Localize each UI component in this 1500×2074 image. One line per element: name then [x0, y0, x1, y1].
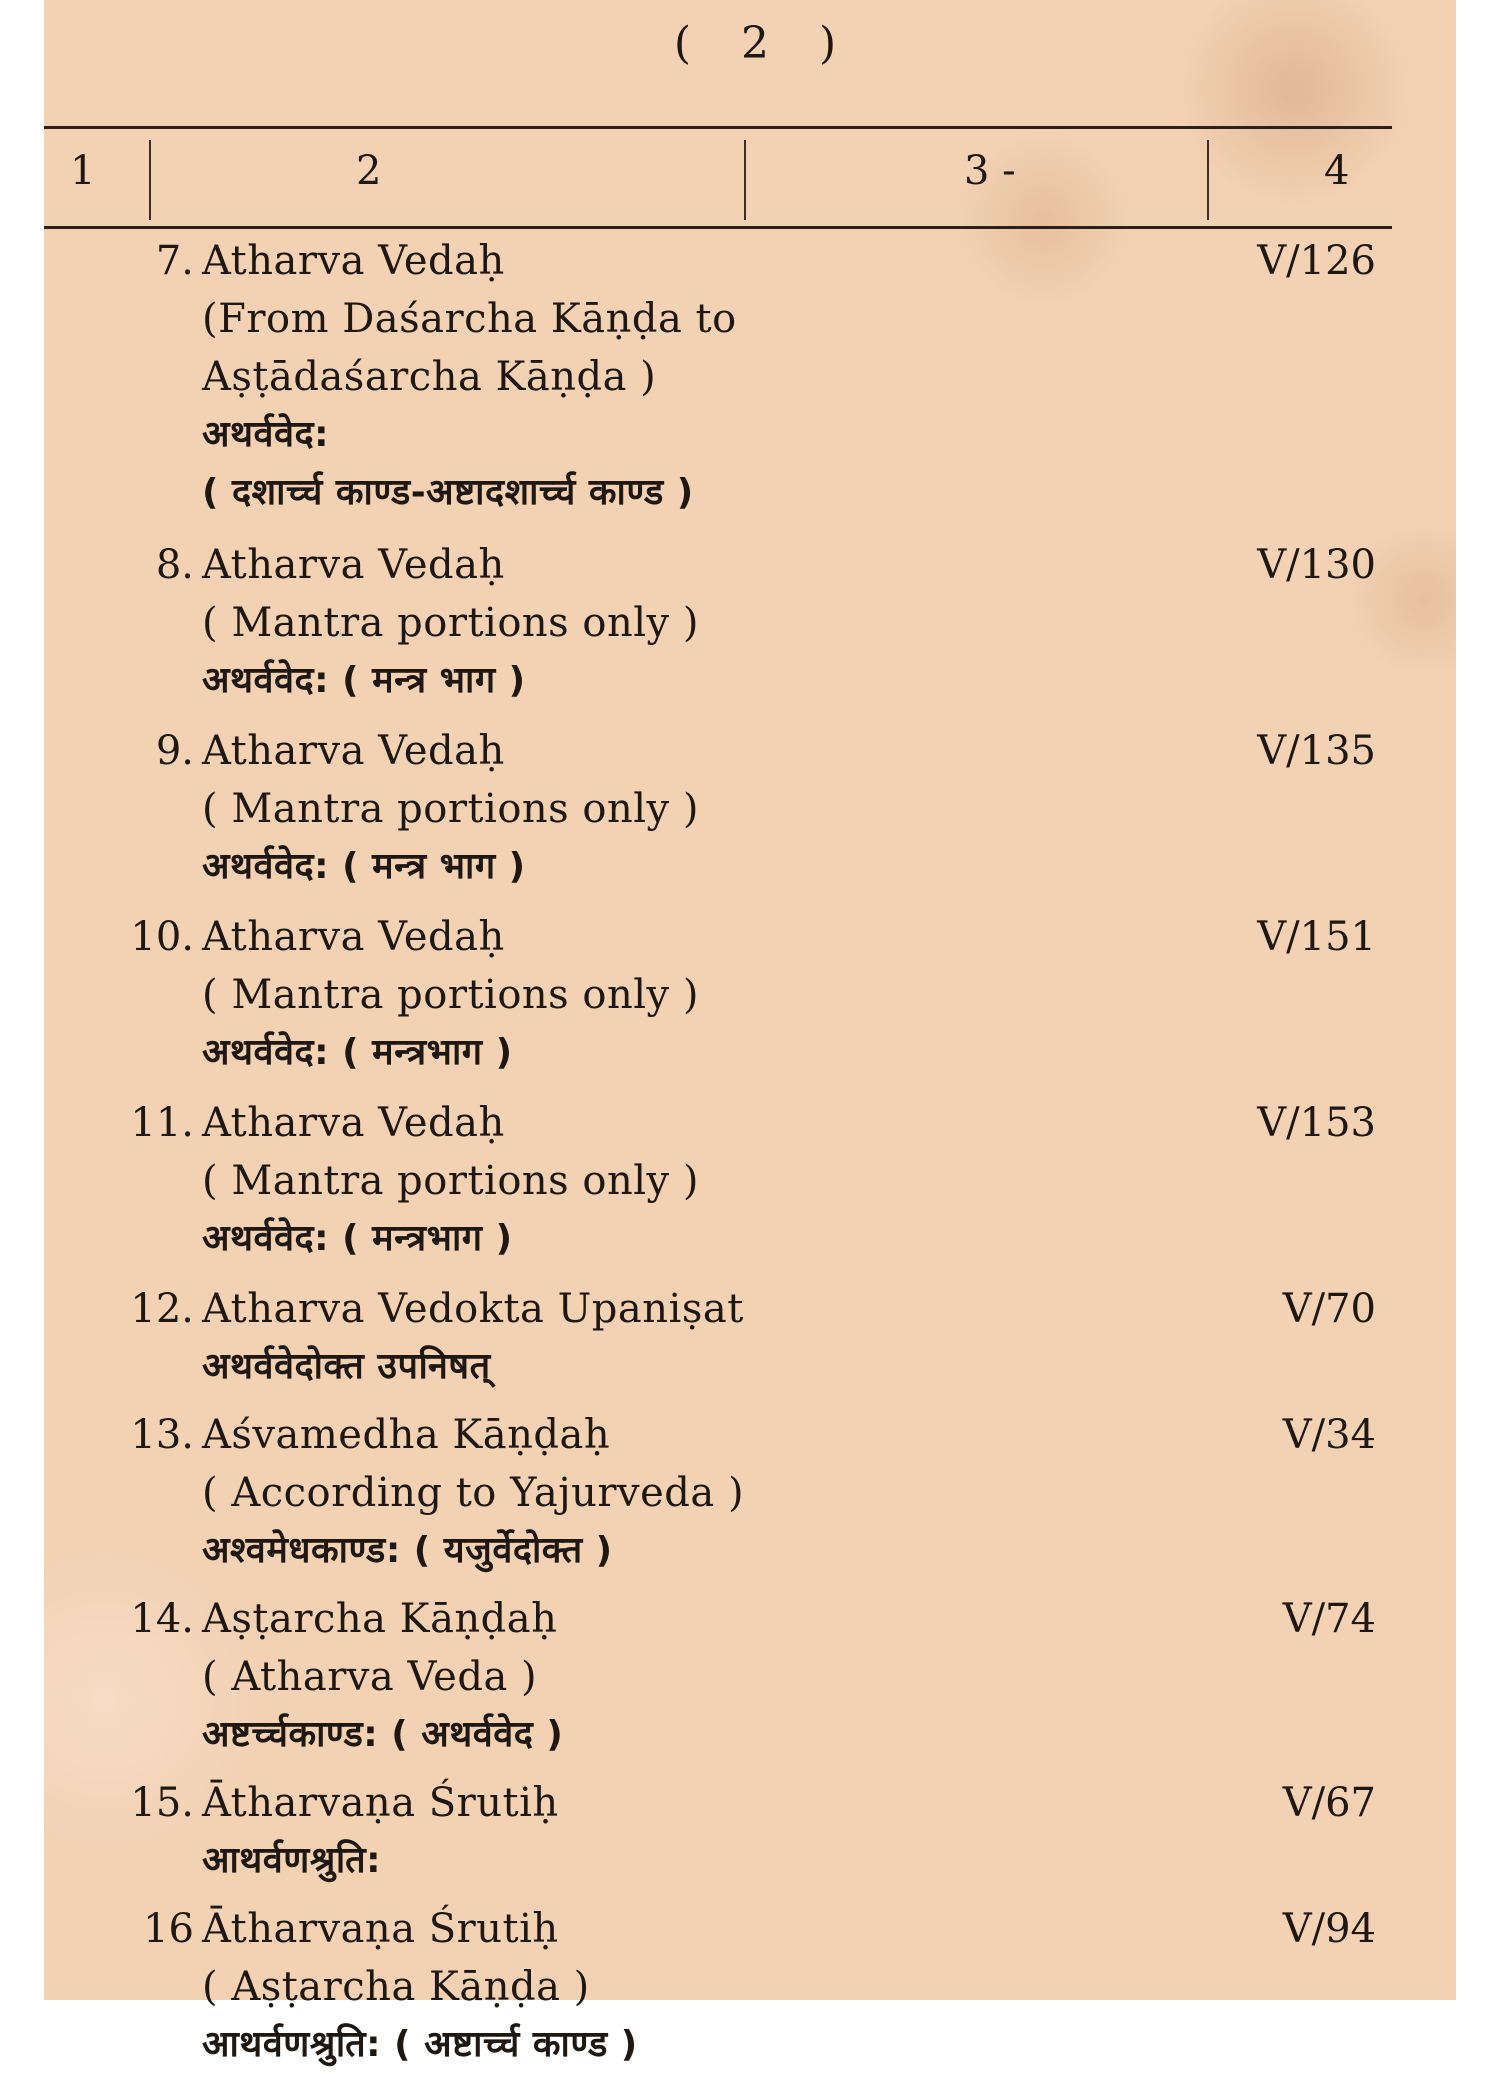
catalogue-number: V/70: [1282, 1286, 1376, 1332]
entry-line-devanagari: अथर्ववेद: ( मन्त्रभाग ): [202, 1032, 513, 1073]
catalogue-number: V/151: [1257, 914, 1376, 960]
entry-title: [202, 1900, 902, 2074]
catalogue-number: V/135: [1257, 728, 1376, 774]
document-page: [44, 0, 1456, 2065]
entry-title: [202, 1280, 902, 1396]
table-top-rule: [44, 126, 1392, 129]
catalogue-number: V/67: [1282, 1780, 1376, 1826]
entry-title: [202, 536, 902, 710]
manuscript-entry: [44, 722, 1456, 896]
entry-line: Aṣṭādaśarcha Kāṇḍa ): [202, 354, 657, 400]
entry-line: ( Mantra portions only ): [202, 1158, 699, 1204]
column-separator: [1207, 140, 1209, 220]
manuscript-entry: [44, 232, 1456, 522]
entry-line: ( Mantra portions only ): [202, 786, 699, 832]
entry-number: 8.: [155, 542, 194, 588]
entry-line: Ātharvaṇa Śrutiḥ: [202, 1780, 559, 1826]
entry-line-devanagari: अथर्ववेद: ( मन्त्रभाग ): [202, 1218, 513, 1259]
entry-title: [202, 1094, 902, 1268]
entry-line: Atharva Vedaḥ: [202, 1100, 505, 1146]
entry-line-devanagari: अथर्ववेद: ( मन्त्र भाग ): [202, 846, 526, 887]
entry-line-devanagari: अश्वमेधकाण्ड: ( यजुर्वेदोक्त ): [202, 1530, 613, 1571]
catalogue-number: V/153: [1257, 1100, 1376, 1146]
entry-line-devanagari: अथर्ववेदोक्त उपनिषत्: [202, 1346, 491, 1387]
entry-number: 11.: [130, 1100, 194, 1146]
manuscript-entry: [44, 1900, 1456, 2074]
manuscript-entry: [44, 908, 1456, 1082]
column-header-1: 1: [70, 148, 96, 194]
manuscript-entry: [44, 1590, 1456, 1764]
entry-line-devanagari: ( दशार्च्च काण्ड-अष्टादशार्च्च काण्ड ): [202, 472, 694, 513]
entry-line: Atharva Vedaḥ: [202, 914, 505, 960]
entry-title: [202, 908, 902, 1082]
entry-number: 7.: [155, 238, 194, 284]
entry-number: 15.: [130, 1780, 194, 1826]
catalogue-number: V/74: [1282, 1596, 1376, 1642]
entry-line: ( Mantra portions only ): [202, 600, 699, 646]
entry-line: (From Daśarcha Kāṇḍa to: [202, 296, 737, 342]
entry-number: 9.: [155, 728, 194, 774]
entry-number: 12.: [130, 1286, 194, 1332]
catalogue-number: V/34: [1282, 1412, 1376, 1458]
column-separator: [149, 140, 151, 220]
entry-line: Atharva Vedaḥ: [202, 238, 505, 284]
entry-line: ( Mantra portions only ): [202, 972, 699, 1018]
column-header-4: 4: [1324, 148, 1350, 194]
entry-line-devanagari: अष्टर्च्चकाण्ड: ( अथर्ववेद ): [202, 1714, 564, 1755]
catalogue-number: V/126: [1257, 238, 1376, 284]
page-number: ( 2 ): [673, 18, 855, 69]
entry-line: Atharva Vedaḥ: [202, 728, 505, 774]
manuscript-entry: [44, 1094, 1456, 1268]
entry-line: ( According to Yajurveda ): [202, 1470, 745, 1516]
entry-line-devanagari: आथर्वणश्रुति:: [202, 1840, 382, 1881]
column-separator: [744, 140, 746, 220]
entry-line-devanagari: आथर्वणश्रुति: ( अष्टार्च्च काण्ड ): [202, 2024, 638, 2065]
entry-line: Aṣṭarcha Kāṇḍaḥ: [202, 1596, 558, 1642]
manuscript-entry: [44, 1406, 1456, 1580]
manuscript-entry: [44, 1774, 1456, 1890]
entry-line: ( Aṣṭarcha Kāṇḍa ): [202, 1964, 590, 2010]
entry-line-devanagari: अथर्ववेद: ( मन्त्र भाग ): [202, 660, 526, 701]
entry-line: Aśvamedha Kāṇḍaḥ: [202, 1412, 611, 1458]
manuscript-list: [44, 232, 1456, 2074]
entry-line: Ātharvaṇa Śrutiḥ: [202, 1906, 559, 1952]
entry-title: [202, 1774, 902, 1890]
manuscript-entry: [44, 1280, 1456, 1396]
catalogue-number: V/94: [1282, 1906, 1376, 1952]
table-header-rule: [44, 226, 1392, 229]
entry-title: [202, 1590, 902, 1764]
entry-title: [202, 232, 902, 522]
entry-number: 14.: [130, 1596, 194, 1642]
entry-number: 16: [143, 1906, 194, 1952]
entry-number: 13.: [130, 1412, 194, 1458]
column-header-2: 2: [356, 148, 382, 194]
entry-line: ( Atharva Veda ): [202, 1654, 538, 1700]
column-header-3: 3 -: [964, 148, 1016, 194]
catalogue-number: V/130: [1257, 542, 1376, 588]
entry-number: 10.: [130, 914, 194, 960]
entry-title: [202, 722, 902, 896]
entry-line-devanagari: अथर्ववेद:: [202, 414, 330, 455]
entry-title: [202, 1406, 902, 1580]
manuscript-entry: [44, 536, 1456, 710]
entry-line: Atharva Vedokta Upaniṣat: [202, 1286, 744, 1332]
entry-line: Atharva Vedaḥ: [202, 542, 505, 588]
